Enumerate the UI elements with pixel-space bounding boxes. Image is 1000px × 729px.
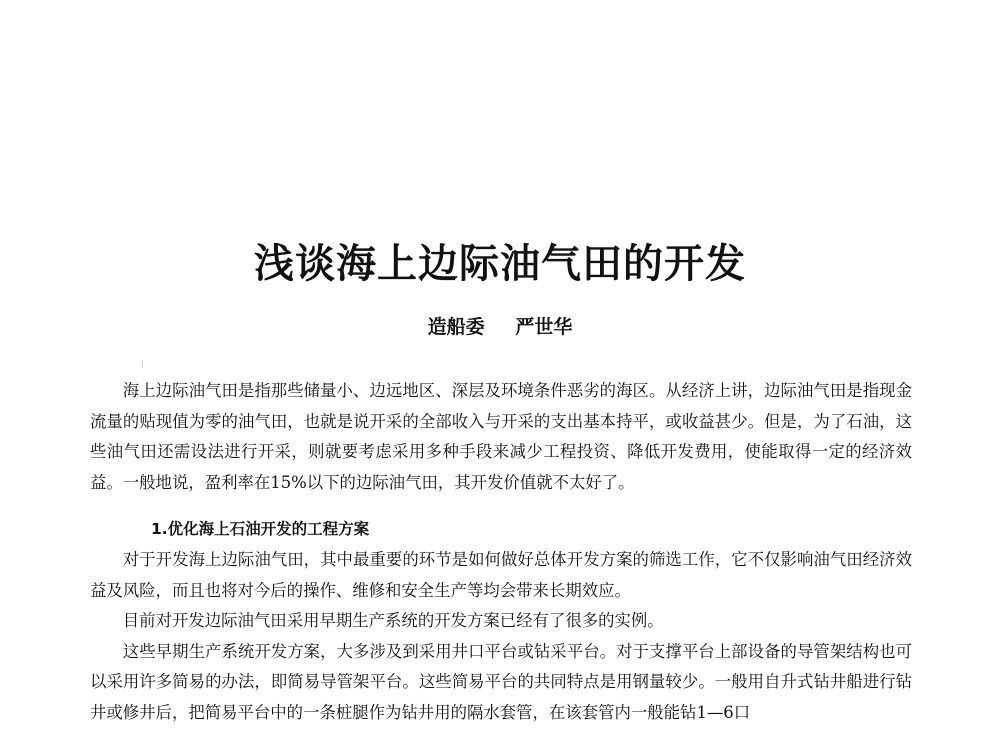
intro-paragraph: 海上边际油气田是指那些储量小、边远地区、深层及环境条件恶劣的海区。从经济上讲，边际油气田是指现金流量的贴现值为零的油气田，也就是说开采的全部收入与开采的支出基本持平，或收益甚少。但是，为了石油，这些油气田还需设法进行开采，则就要考虑采用多种手段来减少工程投资、降低开发费用，使能取得一定的经济效益。一般地说，盈利率在15%以下的边际油气田，其开发价值就不太好了。 [90,381,912,492]
scan-mark [142,360,143,368]
author-line [0,313,1000,341]
body-paragraph: 对于开发海上边际油气田，其中最重要的环节是如何做好总体开发方案的筛选工作，它不仅影响油气田经济效益及风险，而且也将对今后的操作、维修和安全生产等均会带来长期效应。 [90,549,912,600]
body-paragraph: 这些早期生产系统开发方案，大多涉及到采用井口平台或钻采平台。对于支撑平台上部设备的导管架结构也可以采用许多简易的办法，即简易导管架平台。这些简易平台的共同特点是用钢量较少。一般用自升式钻井船进行钻井或修井后，把简易平台中的一条桩腿作为钻井用的隔水套管，在该套管内一般能钻1—6口 [90,641,912,722]
article-title: 浅谈海上边际油气田的开发 [254,240,746,287]
author-organization: 造船委 [427,316,485,338]
article-body [90,376,912,729]
author-name: 严世华 [515,316,573,338]
body-paragraph: 目前对开发边际油气田采用早期生产系统的开发方案已经有了很多的实例。 [122,611,664,631]
section-heading: 1.优化海上石油开发的工程方案 [151,520,370,539]
